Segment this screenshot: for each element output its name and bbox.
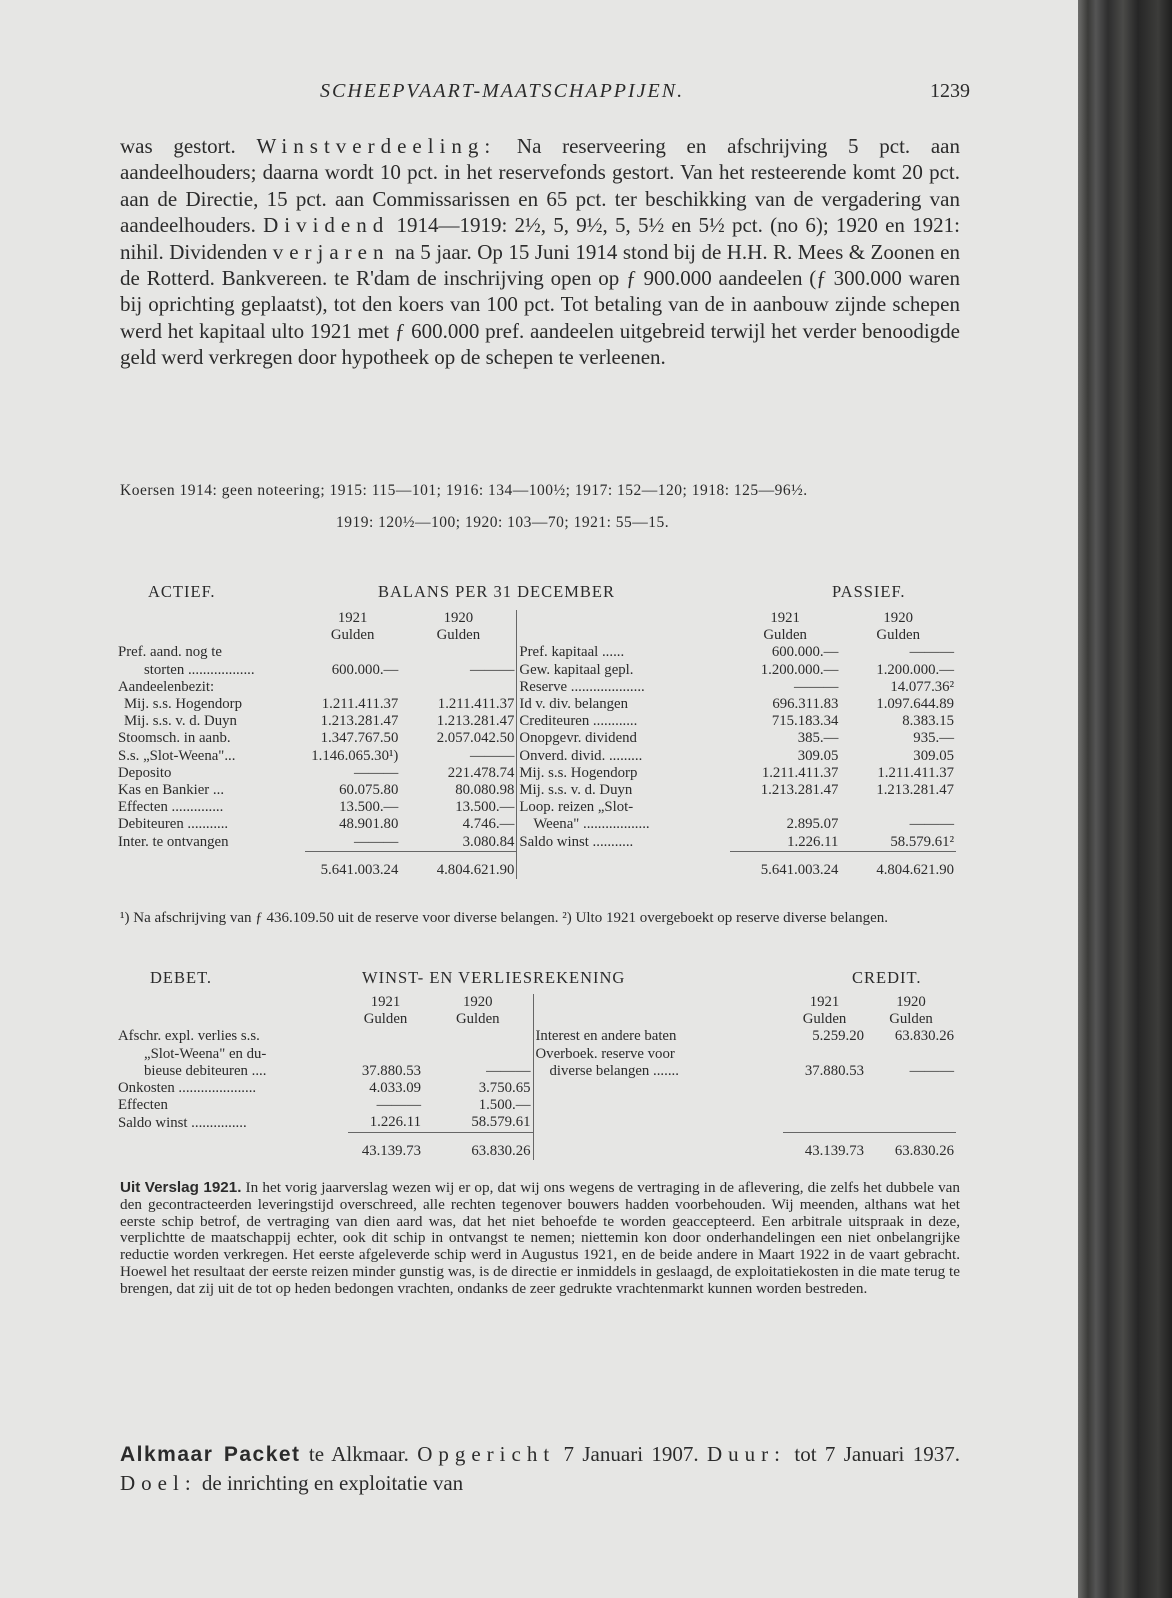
balance-currency-p1: Gulden xyxy=(763,627,807,644)
debet-1921 xyxy=(348,1046,423,1063)
annual-report-excerpt xyxy=(120,1180,960,1298)
passief-label: Id v. div. belangen xyxy=(519,696,629,713)
actief-1920: 221.478.74 xyxy=(400,765,517,782)
company-description xyxy=(120,133,960,371)
credit-1920: 63.830.26 xyxy=(894,1028,954,1045)
balance-total-a1: 5.641.003.24 xyxy=(305,851,400,879)
actief-1920: 3.080.84 xyxy=(400,834,517,852)
pnl-year-d1: 1921 xyxy=(370,994,401,1010)
table-row xyxy=(116,1097,956,1114)
table-row xyxy=(116,834,956,852)
pnl-year-row xyxy=(116,994,956,1011)
intro-text-4: na 5 jaar. Op 15 Juni 1914 stond bij de H.H. R. Mees & Zoonen en de Rotterd. Bankvereen. te R'dam de inschrijving open op ƒ 900.000 aandeelen (ƒ 300.000 waren bij oprichting geplaatst), tot den koers van 100 pct. Tot betaling van de in aanbouw zijnde schepen werd het kapitaal ulto 1921 met ƒ 600.000 pref. aandeelen uitgebreid terwijl het verder benoodigde geld werd verkregen door hypotheek op de schepen te verleenen. xyxy=(120,239,960,370)
page-number: 1239 xyxy=(930,80,970,102)
pnl-debet-heading: DEBET. xyxy=(150,968,213,987)
actief-label: Stoomsch. in aanb. xyxy=(118,730,231,747)
debet-1920: 58.579.61 xyxy=(423,1114,533,1132)
pnl-total-c2: 63.830.26 xyxy=(866,1132,956,1160)
actief-1920: 2.057.042.50 xyxy=(400,730,517,747)
passief-1920: 58.579.61² xyxy=(890,833,954,850)
company-name: Alkmaar Packet xyxy=(120,1443,301,1466)
passief-1921: ——— xyxy=(794,678,839,695)
passief-label: Crediteuren ............ xyxy=(519,713,638,730)
running-header xyxy=(120,80,970,108)
footnotes: ¹) Na afschrijving van ƒ 436.109.50 uit de reserve voor diverse belangen. ²) Ulto 1921 overgeboekt op reserve diverse belangen. xyxy=(120,910,889,926)
pnl-total-d1: 43.139.73 xyxy=(348,1132,423,1160)
passief-1920: ——— xyxy=(909,644,954,661)
report-text: In het vorig jaarverslag wezen wij er op, dat wij ons wegens de vertraging in de aflevering, die zelfs het dubbele van den gecontracteerden leveringstijd overschreed, alle rechten tegenover bouwers hadden voorbehouden. Wij meenden, althans wat het eerste schip betrof, de vertraging van dien aard was, dat het niet behoefde te worden geaccepteerd. Een arbitrale uitspraak in deze, verplichtte de maatschappij echter, ook dit schip in ontvangst te nemen; niettemin kon door onderhandelingen een niet onbelangrijke reductie worden verkregen. Het eerste afgeleverde schip werd in Augustus 1921, en de beide andere in Maart 1922 in de vaart gebracht. Hoewel het resultaat der eerste reizen minder gunstig was, is de directie er inmiddels in geslaagd, de exploitatiekosten in die mate terug te brengen, dat zij uit de tot op heden bedongen vrachten, ondanks de zeer gedrukte vrachtenmarkt kunnen worden bestreden. xyxy=(120,1179,960,1297)
passief-1921: 1.213.281.47 xyxy=(760,782,839,799)
passief-1920: 14.077.36² xyxy=(890,678,954,695)
balance-actief-heading: ACTIEF. xyxy=(148,582,216,601)
actief-label: storten .................. xyxy=(144,661,255,678)
debet-label: „Slot-Weena" en du- xyxy=(144,1045,267,1062)
credit-label xyxy=(533,1097,783,1114)
debet-label: Afschr. expl. verlies s.s. xyxy=(118,1028,260,1045)
passief-1921: 600.000.— xyxy=(771,644,839,661)
passief-label: Reserve .................... xyxy=(519,678,645,695)
balance-currency-a1: Gulden xyxy=(330,627,375,644)
credit-1921 xyxy=(783,1114,866,1132)
actief-1921: 1.347.767.50 xyxy=(320,730,399,747)
actief-1921: 13.500.— xyxy=(339,799,399,816)
debet-1920: 1.500.— xyxy=(423,1097,533,1114)
pnl-year-d2: 1920 xyxy=(423,994,533,1011)
entry-text-1: te Alkmaar. xyxy=(300,1442,418,1466)
pnl-total-d2: 63.830.26 xyxy=(423,1132,533,1160)
dividend-label: Dividend xyxy=(263,213,390,238)
debet-1921: 1.226.11 xyxy=(369,1114,421,1131)
debet-1920 xyxy=(423,1028,533,1045)
actief-1920: ——— xyxy=(400,662,517,679)
balance-total-p1: 5.641.003.24 xyxy=(730,851,841,879)
debet-1920 xyxy=(423,1046,533,1063)
pnl-year-c1: 1921 xyxy=(809,994,840,1010)
actief-1920: 4.746.— xyxy=(400,816,517,833)
pnl-currency-row xyxy=(116,1011,956,1028)
debet-1921: ——— xyxy=(376,1097,421,1114)
credit-1921: 5.259.20 xyxy=(812,1028,864,1045)
debet-1920: ——— xyxy=(423,1063,533,1080)
balance-currency-p2: Gulden xyxy=(876,627,920,644)
actief-1920: 1.213.281.47 xyxy=(400,713,517,730)
credit-1920: ——— xyxy=(909,1062,954,1079)
debet-label: Saldo winst ............... xyxy=(118,1114,247,1131)
credit-1921 xyxy=(783,1097,866,1114)
balance-year-a2: 1920 xyxy=(400,610,517,627)
pnl-total-c1: 43.139.73 xyxy=(783,1132,866,1160)
duur-label: Duur: xyxy=(707,1442,786,1466)
passief-1921: 2.895.07 xyxy=(786,816,839,833)
actief-1921: 1.213.281.47 xyxy=(320,713,399,730)
table-row xyxy=(116,644,956,661)
book-binding-edge xyxy=(1078,0,1172,1598)
pnl-title: WINST- EN VERLIESREKENING xyxy=(362,968,626,987)
credit-1921 xyxy=(783,1046,866,1063)
actief-label: Effecten .............. xyxy=(118,799,224,816)
passief-label: Weena" .................. xyxy=(533,816,650,833)
passief-1920: 8.383.15 xyxy=(902,713,954,730)
pnl-total-row xyxy=(116,1132,956,1160)
intro-text-2: Na reserveering en afschrijving 5 pct. aan aandeelhouders; daarna wordt 10 pct. in het reservefonds gestort. Van het resteerende komt 20 pct. aan de Directie, 15 pct. aan Commissarissen en 65 pct. ter beschikking van de vergadering van aandeelhouders. xyxy=(120,134,960,238)
actief-label: Mij. s.s. v. d. Duyn xyxy=(124,713,237,730)
actief-label: Aandeelenbezit: xyxy=(118,678,215,695)
debet-1921: 4.033.09 xyxy=(369,1080,421,1097)
passief-1921: 309.05 xyxy=(797,747,839,764)
actief-1921: 60.075.80 xyxy=(339,782,399,799)
balance-total-a2: 4.804.621.90 xyxy=(400,851,517,879)
actief-1921 xyxy=(305,644,400,661)
credit-1920 xyxy=(866,1080,956,1097)
actief-1920 xyxy=(400,644,517,661)
table-row xyxy=(116,782,956,799)
actief-label: Pref. aand. nog te xyxy=(118,644,222,661)
credit-1921 xyxy=(783,1080,866,1097)
pnl-currency-d2: Gulden xyxy=(423,1011,533,1028)
credit-1920 xyxy=(866,1114,956,1132)
passief-1920: 1.200.000.— xyxy=(876,661,954,678)
actief-label: S.s. „Slot-Weena"... xyxy=(118,747,236,764)
table-row xyxy=(116,816,956,833)
balance-currency-a2: Gulden xyxy=(400,627,517,644)
balance-currency-row xyxy=(116,627,956,644)
table-row xyxy=(116,713,956,730)
credit-1921: 37.880.53 xyxy=(804,1062,864,1079)
actief-1921: ——— xyxy=(353,833,399,850)
profit-loss-table xyxy=(116,994,956,1160)
actief-1920: 80.080.98 xyxy=(400,782,517,799)
doel-label: Doel: xyxy=(120,1471,197,1495)
passief-1921: 1.200.000.— xyxy=(760,661,839,678)
pnl-currency-c2: Gulden xyxy=(889,1011,933,1028)
pnl-currency-d1: Gulden xyxy=(363,1011,408,1028)
balance-year-p2: 1920 xyxy=(883,610,913,626)
actief-label: Inter. te ontvangen xyxy=(118,834,229,851)
winstverdeeling-label: Winstverdeeling: xyxy=(256,134,497,158)
pnl-credit-heading: CREDIT. xyxy=(852,968,922,987)
next-company-entry xyxy=(120,1440,960,1497)
passief-1920: 1.213.281.47 xyxy=(876,782,954,799)
report-lead: Uit Verslag 1921. xyxy=(120,1179,242,1196)
passief-1920: 309.05 xyxy=(913,747,954,764)
table-row xyxy=(116,1063,956,1080)
table-row xyxy=(116,730,956,747)
passief-1921 xyxy=(730,799,841,816)
intro-text-1: was gestort. xyxy=(120,134,257,158)
passief-label: Mij. s.s. Hogendorp xyxy=(519,764,638,781)
credit-label: diverse belangen ....... xyxy=(549,1062,679,1079)
pnl-year-c2: 1920 xyxy=(896,994,926,1010)
table-row xyxy=(116,662,956,679)
debet-1920: 3.750.65 xyxy=(423,1080,533,1097)
entry-text-2: 7 Januari 1907. xyxy=(555,1442,707,1466)
passief-label: Mij. s.s. v. d. Duyn xyxy=(519,782,633,799)
table-row xyxy=(116,748,956,765)
passief-label: Gew. kapitaal gepl. xyxy=(519,661,634,678)
passief-label: Loop. reizen „Slot- xyxy=(519,799,634,816)
actief-1921: 48.901.80 xyxy=(339,816,399,833)
passief-1921: 715.183.34 xyxy=(771,713,839,730)
passief-label: Onverd. divid. ......... xyxy=(519,747,643,764)
passief-1921: 385.— xyxy=(797,730,839,747)
debet-label: Effecten xyxy=(118,1097,168,1114)
table-row xyxy=(116,765,956,782)
debet-1921 xyxy=(348,1028,423,1045)
actief-label: Debiteuren ........... xyxy=(118,816,229,833)
passief-label: Pref. kapitaal ...... xyxy=(519,644,625,661)
actief-1921: 1.146.065.30¹) xyxy=(311,747,399,764)
credit-1920 xyxy=(866,1046,956,1063)
balance-passief-heading: PASSIEF. xyxy=(832,582,906,601)
table-row xyxy=(116,1046,956,1063)
actief-label: Deposito xyxy=(118,764,172,781)
passief-1920: ——— xyxy=(909,816,954,833)
debet-label: bieuse debiteuren .... xyxy=(144,1062,267,1079)
actief-1921: 1.211.411.37 xyxy=(321,696,399,713)
pnl-currency-c1: Gulden xyxy=(802,1011,847,1028)
passief-1920: 1.211.411.37 xyxy=(877,764,954,781)
actief-1921: ——— xyxy=(353,764,399,781)
entry-text-3: tot 7 Januari 1937. xyxy=(786,1442,960,1466)
page-title: SCHEEPVAART-MAATSCHAPPIJEN. xyxy=(320,80,685,102)
table-row xyxy=(116,799,956,816)
verjaren-label: verjaren xyxy=(272,239,390,264)
table-row xyxy=(116,696,956,713)
passief-1921: 696.311.83 xyxy=(772,696,839,713)
balance-year-row xyxy=(116,610,956,627)
table-row xyxy=(116,1028,956,1045)
intro-text-3: 1914—1919: 2½, 5, 9½, 5, 5½ en 5½ pct. (no 6); 1920 en 1921: nihil. Dividenden xyxy=(120,213,960,264)
debet-1921: 37.880.53 xyxy=(361,1062,421,1079)
table-row xyxy=(116,1080,956,1097)
opgericht-label: Opgericht xyxy=(417,1442,556,1466)
passief-1921: 1.226.11 xyxy=(787,833,839,850)
balance-total-p2: 4.804.621.90 xyxy=(840,851,956,879)
credit-label: Interest en andere baten xyxy=(535,1028,677,1045)
actief-1921 xyxy=(305,679,400,696)
entry-text-4: de inrichting en exploitatie van xyxy=(196,1471,464,1495)
actief-1920: 13.500.— xyxy=(400,799,517,816)
passief-1920 xyxy=(840,799,956,816)
passief-1921: 1.211.411.37 xyxy=(761,764,839,781)
passief-1920: 935.— xyxy=(913,730,954,747)
balance-sheet-table xyxy=(116,610,956,879)
quotes-line-2: 1919: 120½—100; 1920: 103—70; 1921: 55—15. xyxy=(336,514,670,531)
table-row xyxy=(116,1114,956,1132)
price-quotes xyxy=(120,482,960,532)
balance-title: BALANS PER 31 DECEMBER xyxy=(378,582,615,601)
actief-1920: ——— xyxy=(400,748,517,765)
balance-year-p1: 1921 xyxy=(770,610,800,626)
actief-1920 xyxy=(400,679,517,696)
actief-1921: 600.000.— xyxy=(331,661,399,678)
table-row xyxy=(116,679,956,696)
balance-year-a1: 1921 xyxy=(337,610,368,626)
passief-1920: 1.097.644.89 xyxy=(876,696,954,713)
passief-label: Saldo winst ........... xyxy=(519,834,634,851)
credit-label xyxy=(533,1080,783,1097)
actief-1920: 1.211.411.37 xyxy=(400,696,517,713)
quotes-line-1: Koersen 1914: geen noteering; 1915: 115—101; 1916: 134—100½; 1917: 152—120; 1918: 125—96½. xyxy=(120,482,808,499)
actief-label: Kas en Bankier ... xyxy=(118,782,225,799)
credit-1920 xyxy=(866,1097,956,1114)
credit-label xyxy=(533,1114,783,1132)
passief-label: Onopgevr. dividend xyxy=(519,730,637,747)
actief-label: Mij. s.s. Hogendorp xyxy=(124,696,242,713)
debet-label: Onkosten ..................... xyxy=(118,1080,257,1097)
credit-label: Overboek. reserve voor xyxy=(535,1045,675,1062)
balance-total-row xyxy=(116,851,956,879)
